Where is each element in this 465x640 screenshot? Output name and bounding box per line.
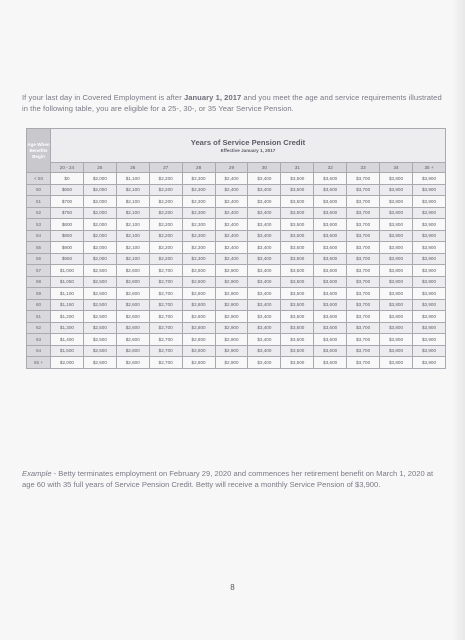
pension-amount-cell: $3,900 <box>412 196 445 208</box>
pension-amount-cell: $0 <box>51 173 84 185</box>
pension-amount-cell: $2,300 <box>182 173 215 185</box>
pension-amount-cell: $2,200 <box>149 242 182 254</box>
pension-amount-cell: $3,400 <box>248 219 281 231</box>
pension-amount-cell: $3,800 <box>380 357 413 369</box>
pension-amount-cell: $3,700 <box>347 299 380 311</box>
pension-amount-cell: $3,400 <box>248 253 281 265</box>
pension-amount-cell: $2,500 <box>83 288 116 300</box>
pension-amount-cell: $2,000 <box>83 207 116 219</box>
pension-amount-cell: $2,000 <box>83 253 116 265</box>
table-row <box>27 345 446 357</box>
pension-amount-cell: $2,300 <box>182 219 215 231</box>
age-cell: 53 <box>27 219 51 231</box>
pension-amount-cell: $2,900 <box>215 334 248 346</box>
age-cell: 59 <box>27 288 51 300</box>
years-header-cell: 30 <box>248 163 281 173</box>
table-row <box>27 242 446 254</box>
pension-amount-cell: $2,600 <box>116 334 149 346</box>
pension-amount-cell: $2,000 <box>83 219 116 231</box>
pension-amount-cell: $3,800 <box>380 207 413 219</box>
pension-amount-cell: $3,400 <box>248 299 281 311</box>
pension-amount-cell: $3,400 <box>248 173 281 185</box>
pension-amount-cell: $3,600 <box>314 196 347 208</box>
pension-amount-cell: $2,100 <box>116 184 149 196</box>
pension-amount-cell: $2,100 <box>116 196 149 208</box>
age-cell: 58 <box>27 276 51 288</box>
pension-amount-cell: $2,500 <box>83 311 116 323</box>
pension-amount-cell: $3,700 <box>347 265 380 277</box>
age-cell: 54 <box>27 230 51 242</box>
pension-amount-cell: $2,100 <box>116 219 149 231</box>
pension-amount-cell: $3,700 <box>347 288 380 300</box>
pension-amount-cell: $3,900 <box>412 184 445 196</box>
pension-amount-cell: $3,600 <box>314 253 347 265</box>
pension-amount-cell: $3,800 <box>380 322 413 334</box>
years-header-cell: 25 <box>83 163 116 173</box>
pension-amount-cell: $3,700 <box>347 196 380 208</box>
pension-amount-cell: $2,800 <box>182 276 215 288</box>
pension-amount-cell: $3,600 <box>314 345 347 357</box>
pension-amount-cell: $3,600 <box>314 219 347 231</box>
pension-amount-cell: $3,500 <box>281 357 314 369</box>
pension-amount-cell: $2,700 <box>149 345 182 357</box>
table-title-cell <box>51 129 446 163</box>
table-row <box>27 276 446 288</box>
pension-amount-cell: $2,300 <box>182 184 215 196</box>
pension-amount-cell: $2,700 <box>149 288 182 300</box>
table-row <box>27 173 446 185</box>
pension-amount-cell: $3,600 <box>314 242 347 254</box>
years-header-cell: 33 <box>347 163 380 173</box>
pension-amount-cell: $1,300 <box>51 322 84 334</box>
pension-amount-cell: $3,400 <box>248 311 281 323</box>
pension-amount-cell: $2,500 <box>83 299 116 311</box>
pension-amount-cell: $3,900 <box>412 322 445 334</box>
pension-amount-cell: $3,900 <box>412 311 445 323</box>
pension-amount-cell: $3,600 <box>314 334 347 346</box>
pension-amount-cell: $2,800 <box>182 311 215 323</box>
pension-amount-cell: $3,500 <box>281 173 314 185</box>
pension-amount-cell: $3,400 <box>248 334 281 346</box>
pension-amount-cell: $2,200 <box>149 207 182 219</box>
pension-amount-cell: $2,500 <box>83 357 116 369</box>
age-cell: 64 <box>27 345 51 357</box>
age-cell: 50 <box>27 184 51 196</box>
pension-amount-cell: $3,500 <box>281 311 314 323</box>
table-row <box>27 253 446 265</box>
pension-amount-cell: $3,700 <box>347 345 380 357</box>
pension-amount-cell: $2,100 <box>116 253 149 265</box>
age-cell: 61 <box>27 311 51 323</box>
years-header-cell: 34 <box>380 163 413 173</box>
pension-amount-cell: $3,500 <box>281 207 314 219</box>
pension-amount-cell: $3,800 <box>380 276 413 288</box>
pension-amount-cell: $2,500 <box>83 322 116 334</box>
pension-amount-cell: $3,900 <box>412 242 445 254</box>
table-row <box>27 299 446 311</box>
pension-amount-cell: $3,900 <box>412 173 445 185</box>
years-header-cell: 29 <box>215 163 248 173</box>
age-column-header: Age When Benefits Begin <box>27 129 51 173</box>
pension-amount-cell: $3,700 <box>347 219 380 231</box>
pension-amount-cell: $2,400 <box>215 219 248 231</box>
pension-amount-cell: $2,200 <box>149 230 182 242</box>
pension-amount-cell: $2,200 <box>149 184 182 196</box>
pension-amount-cell: $2,100 <box>116 207 149 219</box>
pension-amount-cell: $3,800 <box>380 242 413 254</box>
pension-amount-cell: $2,200 <box>149 253 182 265</box>
pension-amount-cell: $2,500 <box>83 265 116 277</box>
pension-amount-cell: $2,300 <box>182 253 215 265</box>
intro-paragraph <box>22 92 442 114</box>
pension-amount-cell: $2,500 <box>83 334 116 346</box>
pension-amount-cell: $3,700 <box>347 276 380 288</box>
pension-amount-cell: $2,500 <box>83 276 116 288</box>
pension-amount-cell: $2,600 <box>116 276 149 288</box>
pension-amount-cell: $3,900 <box>412 334 445 346</box>
example-paragraph <box>22 468 442 490</box>
pension-amount-cell: $3,900 <box>412 288 445 300</box>
pension-amount-cell: $2,900 <box>215 299 248 311</box>
pension-amount-cell: $2,400 <box>215 207 248 219</box>
pension-amount-cell: $2,900 <box>215 288 248 300</box>
pension-amount-cell: $3,400 <box>248 345 281 357</box>
pension-amount-cell: $2,900 <box>215 265 248 277</box>
pension-amount-cell: $3,500 <box>281 299 314 311</box>
pension-amount-cell: $2,700 <box>149 276 182 288</box>
years-header-row <box>27 163 446 173</box>
pension-amount-cell: $700 <box>51 196 84 208</box>
pension-amount-cell: $3,800 <box>380 311 413 323</box>
years-header-cell: 31 <box>281 163 314 173</box>
table-row <box>27 219 446 231</box>
pension-amount-cell: $2,800 <box>182 299 215 311</box>
pension-amount-cell: $3,700 <box>347 357 380 369</box>
example-label: Example <box>22 469 52 478</box>
pension-amount-cell: $3,400 <box>248 276 281 288</box>
pension-amount-cell: $2,900 <box>215 311 248 323</box>
pension-amount-cell: $2,200 <box>149 173 182 185</box>
intro-text-prefix: If your last day in Covered Employment is after <box>22 93 184 102</box>
pension-amount-cell: $3,700 <box>347 242 380 254</box>
pension-amount-cell: $3,600 <box>314 230 347 242</box>
pension-amount-cell: $3,400 <box>248 184 281 196</box>
pension-amount-cell: $3,900 <box>412 357 445 369</box>
pension-amount-cell: $2,400 <box>215 173 248 185</box>
pension-amount-cell: $2,800 <box>182 265 215 277</box>
pension-amount-cell: $3,700 <box>347 184 380 196</box>
pension-amount-cell: $3,800 <box>380 184 413 196</box>
pension-amount-cell: $2,100 <box>116 230 149 242</box>
pension-amount-cell: $3,900 <box>412 299 445 311</box>
pension-amount-cell: $2,800 <box>182 288 215 300</box>
pension-amount-cell: $3,500 <box>281 345 314 357</box>
pension-amount-cell: $3,400 <box>248 196 281 208</box>
table-row <box>27 311 446 323</box>
pension-amount-cell: $2,700 <box>149 265 182 277</box>
years-header-cell: 28 <box>182 163 215 173</box>
pension-amount-cell: $1,150 <box>51 299 84 311</box>
pension-amount-cell: $3,800 <box>380 345 413 357</box>
table-row <box>27 288 446 300</box>
page-number: 8 <box>230 583 235 592</box>
pension-amount-cell: $3,700 <box>347 173 380 185</box>
pension-amount-cell: $3,400 <box>248 230 281 242</box>
pension-amount-cell: $3,500 <box>281 265 314 277</box>
pension-amount-cell: $2,800 <box>182 322 215 334</box>
pension-amount-cell: $3,500 <box>281 253 314 265</box>
pension-amount-cell: $3,500 <box>281 242 314 254</box>
pension-amount-cell: $3,800 <box>380 196 413 208</box>
table-row <box>27 230 446 242</box>
pension-amount-cell: $3,500 <box>281 322 314 334</box>
pension-amount-cell: $1,000 <box>51 265 84 277</box>
pension-amount-cell: $2,000 <box>83 242 116 254</box>
pension-amount-cell: $2,600 <box>116 288 149 300</box>
table-row <box>27 334 446 346</box>
pension-amount-cell: $1,050 <box>51 276 84 288</box>
pension-amount-cell: $2,400 <box>215 253 248 265</box>
pension-amount-cell: $3,700 <box>347 230 380 242</box>
pension-amount-cell: $3,900 <box>412 345 445 357</box>
years-header-cell: 32 <box>314 163 347 173</box>
table-row <box>27 184 446 196</box>
pension-amount-cell: $3,500 <box>281 196 314 208</box>
pension-amount-cell: $3,600 <box>314 288 347 300</box>
pension-amount-cell: $2,900 <box>215 276 248 288</box>
pension-amount-cell: $2,700 <box>149 334 182 346</box>
pension-amount-cell: $3,800 <box>380 265 413 277</box>
pension-amount-cell: $2,000 <box>51 357 84 369</box>
pension-amount-cell: $3,400 <box>248 288 281 300</box>
pension-amount-cell: $2,300 <box>182 230 215 242</box>
table-row <box>27 322 446 334</box>
pension-amount-cell: $850 <box>51 230 84 242</box>
pension-amount-cell: $800 <box>51 219 84 231</box>
years-header-cell: 20 - 24 <box>51 163 84 173</box>
pension-amount-cell: $3,400 <box>248 242 281 254</box>
pension-amount-cell: $2,300 <box>182 207 215 219</box>
pension-amount-cell: $2,600 <box>116 322 149 334</box>
pension-amount-cell: $2,000 <box>83 230 116 242</box>
pension-amount-cell: $2,900 <box>215 345 248 357</box>
pension-amount-cell: $2,600 <box>116 265 149 277</box>
pension-amount-cell: $2,600 <box>116 345 149 357</box>
table-row <box>27 196 446 208</box>
pension-amount-cell: $3,500 <box>281 276 314 288</box>
pension-amount-cell: $3,900 <box>412 276 445 288</box>
pension-amount-cell: $2,400 <box>215 196 248 208</box>
pension-amount-cell: $2,800 <box>182 334 215 346</box>
pension-amount-cell: $3,900 <box>412 230 445 242</box>
pension-amount-cell: $3,500 <box>281 230 314 242</box>
pension-amount-cell: $3,800 <box>380 334 413 346</box>
pension-amount-cell: $2,300 <box>182 196 215 208</box>
pension-amount-cell: $3,900 <box>412 219 445 231</box>
pension-amount-cell: $2,000 <box>83 196 116 208</box>
pension-amount-cell: $3,600 <box>314 184 347 196</box>
table-effective-date: Effective January 1, 2017 <box>220 148 276 153</box>
pension-amount-cell: $3,600 <box>314 276 347 288</box>
pension-amount-cell: $2,800 <box>182 345 215 357</box>
pension-amount-cell: $3,400 <box>248 357 281 369</box>
pension-amount-cell: $3,800 <box>380 173 413 185</box>
pension-amount-cell: $3,700 <box>347 322 380 334</box>
pension-amount-cell: $3,900 <box>412 253 445 265</box>
pension-amount-cell: $3,700 <box>347 334 380 346</box>
pension-amount-cell: $1,100 <box>116 173 149 185</box>
pension-amount-cell: $2,900 <box>215 322 248 334</box>
pension-amount-cell: $3,400 <box>248 265 281 277</box>
pension-amount-cell: $2,200 <box>149 196 182 208</box>
age-cell: 62 <box>27 322 51 334</box>
age-cell: 65 + <box>27 357 51 369</box>
pension-amount-cell: $3,700 <box>347 311 380 323</box>
age-cell: 51 <box>27 196 51 208</box>
pension-amount-cell: $2,700 <box>149 357 182 369</box>
pension-amount-cell: $2,900 <box>215 357 248 369</box>
pension-amount-cell: $2,600 <box>116 311 149 323</box>
age-cell: 52 <box>27 207 51 219</box>
intro-date: January 1, 2017 <box>183 93 242 102</box>
pension-amount-cell: $3,800 <box>380 288 413 300</box>
age-cell: 55 <box>27 242 51 254</box>
pension-amount-cell: $2,600 <box>116 299 149 311</box>
pension-amount-cell: $1,400 <box>51 334 84 346</box>
years-header-cell: 26 <box>116 163 149 173</box>
pension-amount-cell: $2,700 <box>149 311 182 323</box>
pension-amount-cell: $1,100 <box>51 288 84 300</box>
pension-amount-cell: $2,800 <box>182 357 215 369</box>
age-cell: 60 <box>27 299 51 311</box>
pension-amount-cell: $3,700 <box>347 253 380 265</box>
service-pension-table-wrap <box>26 128 446 460</box>
pension-amount-cell: $3,600 <box>314 265 347 277</box>
table-row <box>27 357 446 369</box>
pension-amount-cell: $3,700 <box>347 207 380 219</box>
age-cell: 57 <box>27 265 51 277</box>
pension-amount-cell: $2,200 <box>149 219 182 231</box>
pension-amount-cell: $3,500 <box>281 334 314 346</box>
pension-amount-cell: $3,600 <box>314 322 347 334</box>
pension-amount-cell: $3,500 <box>281 288 314 300</box>
pension-amount-cell: $2,400 <box>215 184 248 196</box>
pension-amount-cell: $650 <box>51 184 84 196</box>
pension-amount-cell: $3,600 <box>314 299 347 311</box>
pension-amount-cell: $3,800 <box>380 253 413 265</box>
table-row <box>27 207 446 219</box>
pension-amount-cell: $3,900 <box>412 265 445 277</box>
pension-amount-cell: $950 <box>51 253 84 265</box>
pension-amount-cell: $2,400 <box>215 242 248 254</box>
pension-amount-cell: $750 <box>51 207 84 219</box>
table-row <box>27 265 446 277</box>
pension-amount-cell: $3,600 <box>314 173 347 185</box>
pension-amount-cell: $3,400 <box>248 207 281 219</box>
pension-amount-cell: $2,500 <box>83 345 116 357</box>
pension-amount-cell: $3,600 <box>314 357 347 369</box>
age-cell: < 50 <box>27 173 51 185</box>
pension-amount-cell: $3,500 <box>281 184 314 196</box>
pension-amount-cell: $2,700 <box>149 322 182 334</box>
pension-amount-cell: $2,700 <box>149 299 182 311</box>
intro-text-suffix: and you meet the age and service requirements illustrated in the following table, you are eligible for a 25-, 30-, or 35 Year Service Pension. <box>22 93 442 113</box>
pension-amount-cell: $2,300 <box>182 242 215 254</box>
pension-amount-cell: $1,200 <box>51 311 84 323</box>
pension-amount-cell: $3,600 <box>314 207 347 219</box>
pension-amount-cell: $2,400 <box>215 230 248 242</box>
pension-amount-cell: $2,600 <box>116 357 149 369</box>
table-body <box>27 173 446 369</box>
service-pension-table <box>26 128 446 369</box>
pension-amount-cell: $3,400 <box>248 322 281 334</box>
pension-amount-cell: $2,100 <box>116 242 149 254</box>
pension-amount-cell: $3,800 <box>380 299 413 311</box>
age-cell: 63 <box>27 334 51 346</box>
pension-amount-cell: $3,800 <box>380 230 413 242</box>
pension-amount-cell: $3,600 <box>314 311 347 323</box>
pension-amount-cell: $2,000 <box>83 184 116 196</box>
pension-amount-cell: $3,500 <box>281 219 314 231</box>
example-text: - Betty terminates employment on February 29, 2020 and commences her retirement benefit on March 1, 2020 at age 60 with 35 full years of Service Pension Credit. Betty will receive a monthly Service Pension of $3,900. <box>22 469 434 489</box>
pension-amount-cell: $1,500 <box>51 345 84 357</box>
pension-amount-cell: $3,800 <box>380 219 413 231</box>
pension-amount-cell: $3,900 <box>412 207 445 219</box>
pension-amount-cell: $2,000 <box>83 173 116 185</box>
pension-amount-cell: $900 <box>51 242 84 254</box>
years-header-cell: 35 + <box>412 163 445 173</box>
years-header-cell: 27 <box>149 163 182 173</box>
table-title: Years of Service Pension Credit <box>190 138 306 147</box>
age-cell: 56 <box>27 253 51 265</box>
